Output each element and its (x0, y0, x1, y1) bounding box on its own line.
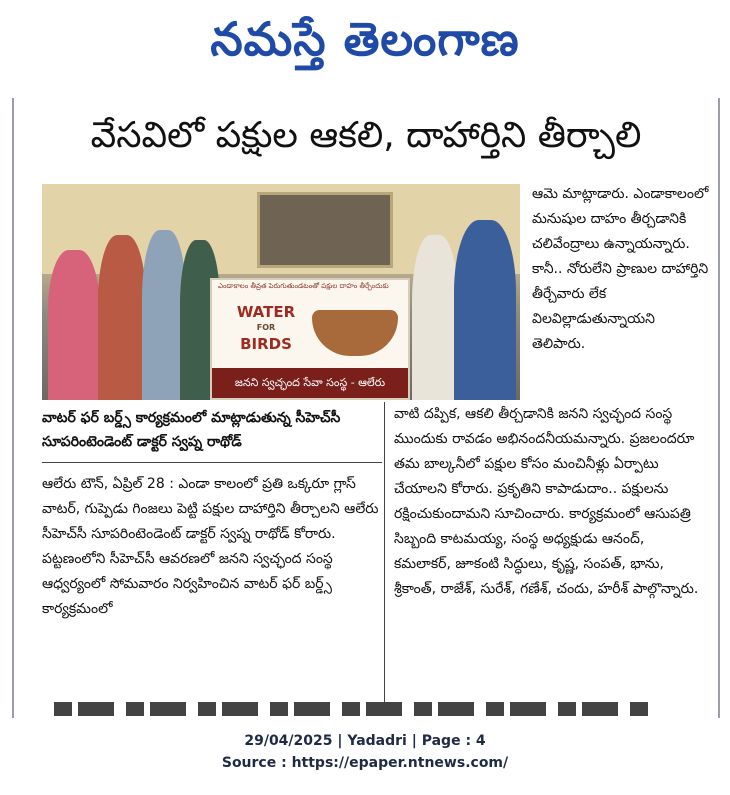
clip-footer (0, 730, 730, 774)
banner-title (230, 304, 302, 352)
water-for-birds-banner (210, 278, 410, 400)
photo-window (257, 192, 393, 268)
article-column-right-top: ఆమె మాట్లాడారు. ఎండాకాలంలో మనుషుల దాహం తీర్చడానికి చలివేంద్రాలు ఉన్నాయన్నారు. కానీ.. నోరులేని ప్రాణుల దాహార్తిని తీర్చేవారు లేక విలవిల్లాడుతున్నాయని తెలిపారు. (532, 186, 709, 352)
article-headline: వేసవిలో పక్షుల ఆకలి, దాహార్తిని తీర్చాలి (90, 115, 642, 156)
footer-date-edition: 29/04/2025 | Yadadri | Page : 4 (244, 733, 486, 749)
caption-divider (42, 462, 382, 463)
article-column-right-bottom: వాటి దప్పిక, ఆకలి తీర్చడానికి జనని స్వచ్ఛంద సంస్థ ముందుకు రావడం అభినందనీయమన్నారు. ప్రజలందరూ తమ బాల్కనీలో పక్షుల కోసం మంచినీళ్లు ఏర్పాటు చేయాలని కోరారు. ప్రకృతిని కాపాడుదాం.. పక్షులను రక్షించుకుందామని సూచించారు. కార్యక్రమంలో ఆసుపత్రి సిబ్బంది కాటమయ్య, సంస్థ అధ్యక్షుడు ఆనంద్, కమలాకర్, జూకంటి సిద్ధులు, కృష్ణ, సంపత్, భాను, శ్రీకాంత్, రాజేశ్, సురేశ్, గణేశ్, చందు, హరీశ్ పాల్గొన్నారు. (394, 406, 699, 597)
article-photo (42, 184, 520, 400)
banner-top-text: ఎండాకాలం తీవ్రత పెరుగుతుండటంతో పక్షుల దాహం తీర్చేందుకు (218, 282, 389, 290)
next-article-cutoff (54, 702, 654, 716)
newspaper-masthead (0, 0, 730, 90)
banner-water-text: WATER (236, 303, 296, 321)
banner-for-text: FOR (256, 323, 276, 332)
column-divider (384, 402, 385, 702)
masthead-title: నమస్తే తెలంగాణ (210, 12, 520, 66)
photo-person (98, 235, 146, 400)
bird-water-bowl-illustration (312, 310, 398, 356)
photo-person (412, 235, 458, 400)
footer-source: Source : https://epaper.ntnews.com/ (221, 755, 509, 771)
photo-person (454, 220, 516, 400)
banner-birds-text: BIRDS (240, 335, 292, 353)
news-clipping (12, 98, 720, 718)
article-column-left: ఆలేరు టౌన్, ఏప్రిల్ 28 : ఎండా కాలంలో ప్రతి ఒక్కరూ గ్లాస్ వాటర్, గుప్పెడు గింజలు పెట్టి పక్షుల దాహార్తిని తీర్చాలని ఆలేరు సీహెచ్‌సీ సూపరింటెండెంట్ డాక్టర్ స్వప్న రాథోడ్ కోరారు. పట్టణంలోని సీహెచ్‌సీ ఆవరణలో జనని స్వచ్ఛంద సంస్థ ఆధ్వర్యంలో సోమవారం నిర్వహించిన వాటర్ ఫర్ బర్డ్స్ కార్యక్రమంలో (42, 476, 379, 617)
banner-organisation: జనని స్వచ్ఛంద సేవా సంస్థ - ఆలేరు (212, 368, 408, 398)
photo-person (48, 250, 100, 400)
photo-caption: వాటర్ ఫర్ బర్డ్స్ కార్యక్రమంలో మాట్లాడుతున్న సీహెచ్‌సీ సూపరింటెండెంట్ డాక్టర్ స్వప్న రాథోడ్ (42, 410, 341, 450)
